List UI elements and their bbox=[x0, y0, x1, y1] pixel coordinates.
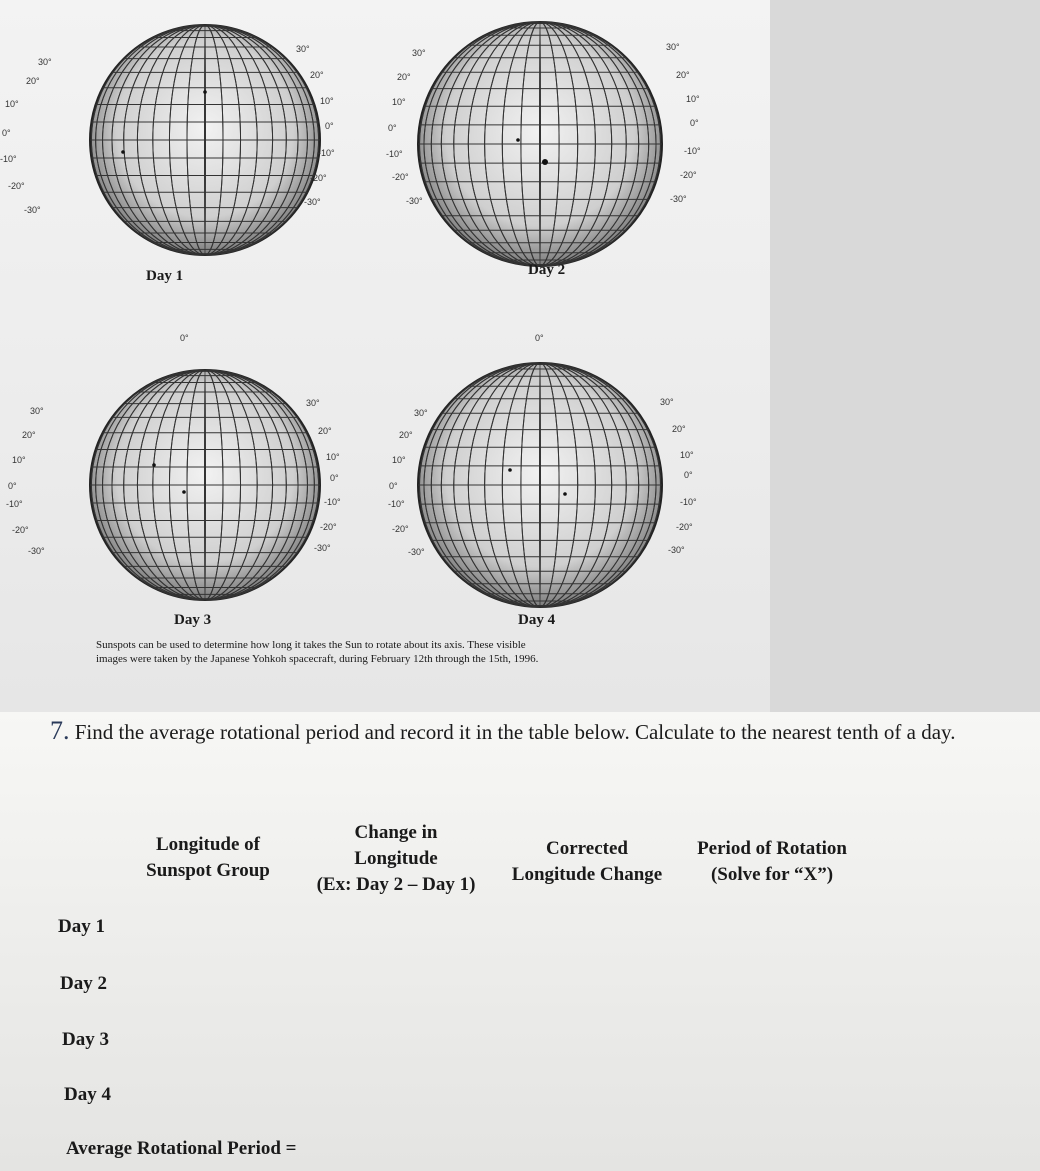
sun-globe-2 bbox=[418, 22, 662, 266]
latitude-tick-label: -10° bbox=[318, 148, 335, 158]
header-corrected-longitude-change: Corrected Longitude Change bbox=[511, 838, 663, 885]
latitude-tick-label: 30° bbox=[666, 42, 680, 52]
sun-globe-1 bbox=[90, 25, 320, 255]
latitude-tick-label: 0° bbox=[8, 481, 17, 491]
latitude-tick-label: 20° bbox=[397, 72, 411, 82]
latitude-tick-label: 0° bbox=[325, 121, 334, 131]
header-longitude: Longitude of Sunspot Group bbox=[146, 834, 270, 881]
latitude-tick-label: -10° bbox=[388, 499, 405, 509]
latitude-tick-label: -30° bbox=[408, 547, 425, 557]
header-period-of-rotation: Period of Rotation (Solve for “X”) bbox=[697, 838, 847, 885]
latitude-tick-label: -20° bbox=[310, 173, 327, 183]
latitude-tick-label: -30° bbox=[24, 205, 41, 215]
latitude-tick-label: 0° bbox=[2, 128, 11, 138]
latitude-tick-label: 20° bbox=[26, 76, 40, 86]
latitude-tick-label: -20° bbox=[680, 170, 697, 180]
latitude-tick-label: 20° bbox=[399, 430, 413, 440]
latitude-tick-label: -10° bbox=[386, 149, 403, 159]
average-rotational-period: Average Rotational Period = bbox=[66, 1138, 297, 1159]
latitude-tick-label: -20° bbox=[392, 524, 409, 534]
latitude-tick-label: -20° bbox=[8, 181, 25, 191]
latitude-tick-label: -30° bbox=[304, 197, 321, 207]
latitude-tick-label: 30° bbox=[660, 397, 674, 407]
latitude-tick-label: -20° bbox=[676, 522, 693, 532]
sunspot-mark bbox=[516, 138, 520, 142]
latitude-tick-label: 20° bbox=[318, 426, 332, 436]
latitude-tick-label: -20° bbox=[320, 522, 337, 532]
latitude-tick-label: 0° bbox=[388, 123, 397, 133]
question-7 bbox=[50, 718, 1020, 745]
zero-meridian-label-day3: 0° bbox=[180, 333, 189, 343]
sunspot-mark bbox=[152, 463, 156, 467]
sunspot-mark bbox=[563, 492, 567, 496]
zero-meridian-label-day4: 0° bbox=[535, 333, 544, 343]
latitude-tick-label: 10° bbox=[320, 96, 334, 106]
latitude-tick-label: -30° bbox=[670, 194, 687, 204]
sunspot-mark bbox=[121, 150, 125, 154]
latitude-tick-label: 0° bbox=[389, 481, 398, 491]
globe-grid-drawing bbox=[0, 0, 770, 712]
latitude-tick-label: 10° bbox=[680, 450, 694, 460]
sunspot-mark bbox=[182, 490, 186, 494]
header-change-in-longitude: Change in Longitude (Ex: Day 2 – Day 1) bbox=[316, 822, 476, 895]
sunspot-mark bbox=[508, 468, 512, 472]
row-day-2: Day 2 bbox=[60, 973, 107, 994]
latitude-tick-label: 10° bbox=[686, 94, 700, 104]
sunspot-mark bbox=[542, 159, 548, 165]
latitude-tick-label: 0° bbox=[690, 118, 699, 128]
latitude-tick-label: 10° bbox=[12, 455, 26, 465]
latitude-tick-label: 30° bbox=[38, 57, 52, 67]
latitude-tick-label: 20° bbox=[672, 424, 686, 434]
latitude-tick-label: 10° bbox=[326, 452, 340, 462]
latitude-tick-label: 30° bbox=[296, 44, 310, 54]
latitude-tick-label: -10° bbox=[0, 154, 17, 164]
row-day-3: Day 3 bbox=[62, 1029, 109, 1050]
day-1-label: Day 1 bbox=[146, 268, 184, 284]
latitude-tick-label: -20° bbox=[392, 172, 409, 182]
latitude-tick-label: -20° bbox=[12, 525, 29, 535]
sunspot-mark bbox=[203, 90, 207, 94]
latitude-tick-label: -30° bbox=[406, 196, 423, 206]
latitude-tick-label: -30° bbox=[28, 546, 45, 556]
row-day-4: Day 4 bbox=[64, 1084, 111, 1105]
latitude-tick-label: 0° bbox=[684, 470, 693, 480]
latitude-tick-label: 10° bbox=[392, 97, 406, 107]
latitude-tick-label: 20° bbox=[310, 70, 324, 80]
day-3-label: Day 3 bbox=[174, 612, 212, 628]
question-number: 7. bbox=[50, 716, 70, 745]
caption-line-1: Sunspots can be used to determine how long it takes the Sun to rotate about its axis. These visible bbox=[96, 639, 526, 651]
latitude-tick-label: 30° bbox=[30, 406, 44, 416]
globe-photo bbox=[0, 0, 770, 712]
latitude-tick-label: 30° bbox=[306, 398, 320, 408]
latitude-tick-label: -10° bbox=[680, 497, 697, 507]
worksheet-page bbox=[0, 712, 1040, 1171]
latitude-tick-label: 20° bbox=[22, 430, 36, 440]
latitude-tick-label: -10° bbox=[684, 146, 701, 156]
caption-line-2: images were taken by the Japanese Yohkoh spacecraft, during February 12th through the 15th, 1996. bbox=[96, 653, 539, 665]
latitude-tick-label: 30° bbox=[414, 408, 428, 418]
latitude-tick-label: -30° bbox=[314, 543, 331, 553]
day-4-label: Day 4 bbox=[518, 612, 556, 628]
latitude-tick-label: 20° bbox=[676, 70, 690, 80]
latitude-tick-label: 10° bbox=[392, 455, 406, 465]
latitude-tick-label: 0° bbox=[330, 473, 339, 483]
day-2-label: Day 2 bbox=[528, 262, 566, 278]
sun-globe-4 bbox=[418, 363, 662, 607]
latitude-tick-label: -10° bbox=[324, 497, 341, 507]
latitude-tick-label: 10° bbox=[5, 99, 19, 109]
latitude-tick-label: 30° bbox=[412, 48, 426, 58]
latitude-tick-label: -30° bbox=[668, 545, 685, 555]
figure-caption bbox=[96, 638, 696, 666]
latitude-tick-label: -10° bbox=[6, 499, 23, 509]
sun-globe-3 bbox=[90, 370, 320, 600]
question-text: Find the average rotational period and record it in the table below. Calculate to the nearest tenth of a day. bbox=[74, 720, 956, 744]
row-day-1: Day 1 bbox=[58, 916, 105, 937]
